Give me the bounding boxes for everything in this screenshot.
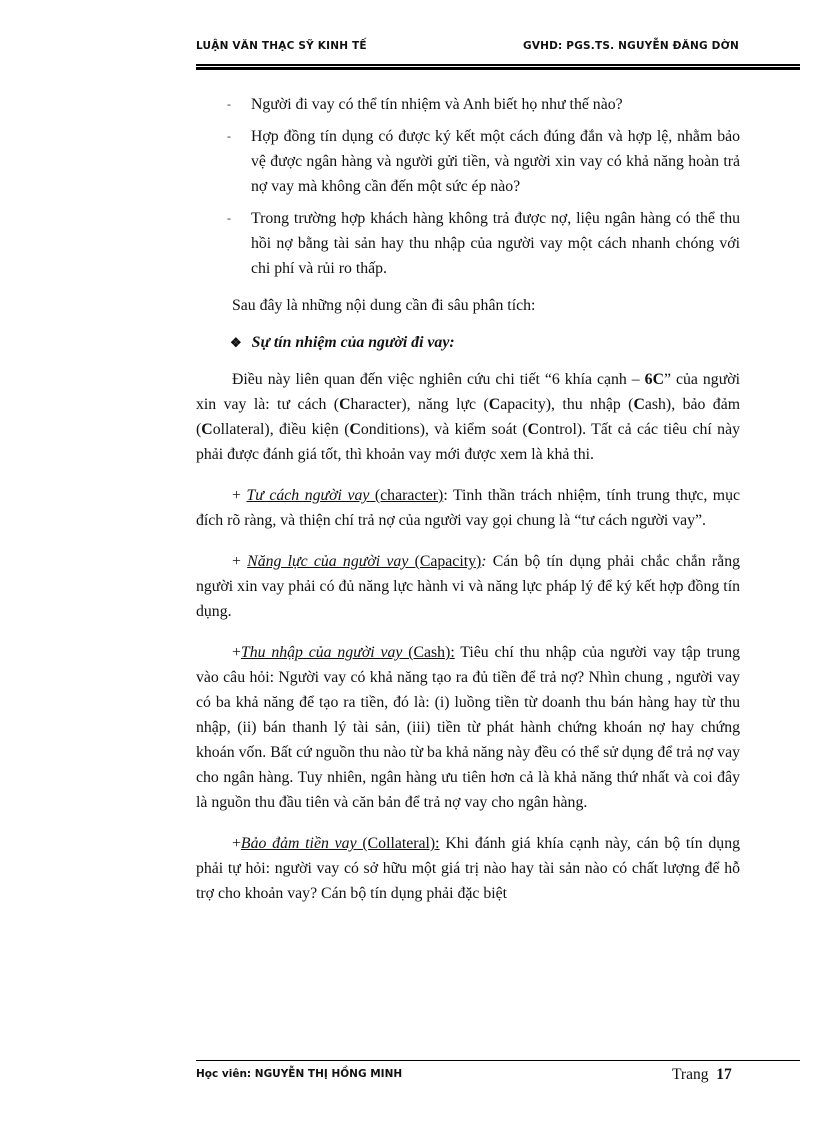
text-run: Khi đánh giá khía cạnh này, cán bộ tín dụng phải tự hỏi: người vay có sở hữu một giá trị nào hay tài sản nào có chất lượng để hỗ trợ cho khoản vay? Cán bộ tín dụng phải đặc biệt <box>196 835 740 902</box>
text-run: ontrol). Tất cả các tiêu chí này phải được đánh giá tốt, thì khoản vay mới được xem là khả thi. <box>196 421 740 463</box>
dash-icon: - <box>227 129 231 143</box>
text-run: apacity), thu nhập ( <box>500 396 634 413</box>
plus-marker: + <box>232 553 248 570</box>
term-capacity: Năng lực của người vay <box>247 553 409 570</box>
bullet-item <box>196 92 740 117</box>
bullet-text: Người đi vay có thể tín nhiệm và Anh biết họ như thế nào? <box>251 96 623 113</box>
page-body <box>196 92 740 906</box>
page-header <box>196 38 800 58</box>
intro-paragraph: Sau đây là những nội dung cần đi sâu phân tích: <box>232 297 536 314</box>
text-run: ” của người xin vay là: tư cách ( <box>196 371 740 413</box>
six-c-label: 6C <box>644 371 664 388</box>
plus-marker: + <box>232 644 241 661</box>
bullet-item <box>196 124 740 199</box>
text-run: Tiêu chí thu nhập của người vay tập trung vào câu hỏi: Người vay có khả năng tạo ra đủ tiền để trả nợ? Nhìn chung , người vay có ba khả năng để tạo ra tiền, đó là: (i) luồng tiền từ doanh thu bán hàng hay từ thu nhập, (ii) bán thanh lý tài sản, (iii) tiền từ phát hành chứng khoán nợ hay chứng khoán vốn. Bất cứ nguồn thu nào từ ba khả năng này đều có thể sử dụng để trả nợ vay cho ngân hàng. Tuy nhiên, ngân hàng ưu tiên hơn cả là khả năng thứ nhất và coi đây là nguồn thu đầu tiên và căn bản để trả nợ vay cho ngân hàng. <box>196 644 740 811</box>
plus-marker: + <box>232 487 247 504</box>
character-paragraph <box>196 483 740 533</box>
c-letter: C <box>339 396 351 413</box>
cash-paragraph <box>196 640 740 815</box>
text-run: ash), bảo đảm ( <box>196 396 741 438</box>
text-run: ollateral), điều kiện ( <box>212 421 350 438</box>
page-label: Trang <box>672 1066 709 1083</box>
text-run: Cán bộ tín dụng phải chắc chắn rằng người xin vay phải có đủ năng lực hành vi và năng lực pháp lý để ký kết hợp đồng tín dụng. <box>196 553 740 620</box>
page-number: 17 <box>716 1066 732 1083</box>
capacity-paragraph <box>196 549 740 624</box>
bullet-text: Trong trường hợp khách hàng không trả được nợ, liệu ngân hàng có thể thu hồi nợ bằng tài sản hay thu nhập của người vay một cách nhanh chóng với chi phí và rủi ro thấp. <box>251 210 740 277</box>
header-rule-thick <box>196 67 800 70</box>
dash-icon: - <box>227 211 231 225</box>
term-cash: Thu nhập của người vay <box>240 644 403 661</box>
header-thesis-title: LUẬN VĂN THẠC SỸ KINH TẾ <box>196 40 367 52</box>
c-letter: C <box>488 396 501 413</box>
footer-rule <box>196 1060 800 1061</box>
term-english: (Cash): <box>402 644 455 661</box>
collateral-paragraph <box>196 831 740 906</box>
six-c-paragraph <box>196 367 740 467</box>
header-supervisor: GVHD: PGS.TS. NGUYỄN ĐĂNG DỜN <box>523 40 739 52</box>
bullet-text: Hợp đồng tín dụng có được ký kết một cách đúng đắn và hợp lệ, nhằm bảo vệ được ngân hàng và người gửi tiền, và người xin vay có khả năng hoàn trả nợ vay mà không cần đến một sức ép nào? <box>251 128 740 195</box>
section-heading <box>196 330 740 355</box>
footer-student: Học viên: NGUYỄN THỊ HỒNG MINH <box>196 1068 403 1080</box>
text-run: Tinh thần trách nhiệm, tính trung thực, mục đích rõ ràng, và thiện chí trả nợ của người vay gọi chung là “tư cách người vay”. <box>196 487 741 529</box>
diamond-bullet-icon: ❖ <box>230 335 242 350</box>
text-run: haracter), năng lực ( <box>350 396 489 413</box>
term-english: (character) <box>369 487 444 504</box>
c-letter: C <box>201 421 213 438</box>
term-english: (Capacity) <box>408 553 482 570</box>
c-letter: C <box>633 396 645 413</box>
term-collateral: Bảo đảm tiền vay <box>240 835 357 852</box>
term-character: Tư cách người vay <box>246 487 370 504</box>
text-run: : <box>481 553 487 570</box>
header-rule-thin <box>196 64 800 66</box>
section-title: Sự tín nhiệm của người đi vay: <box>251 334 455 351</box>
text-run: Điều này liên quan đến việc nghiên cứu chi tiết “6 khía cạnh – <box>232 371 645 388</box>
plus-marker: + <box>232 835 241 852</box>
c-letter: C <box>349 421 361 438</box>
bullet-item <box>196 206 740 281</box>
term-english: (Collateral): <box>356 835 440 852</box>
text-run: onditions), và kiểm soát ( <box>360 421 528 438</box>
dash-icon: - <box>227 97 231 111</box>
text-run: : <box>443 487 448 504</box>
footer-page <box>672 1066 732 1084</box>
c-letter: C <box>527 421 540 438</box>
